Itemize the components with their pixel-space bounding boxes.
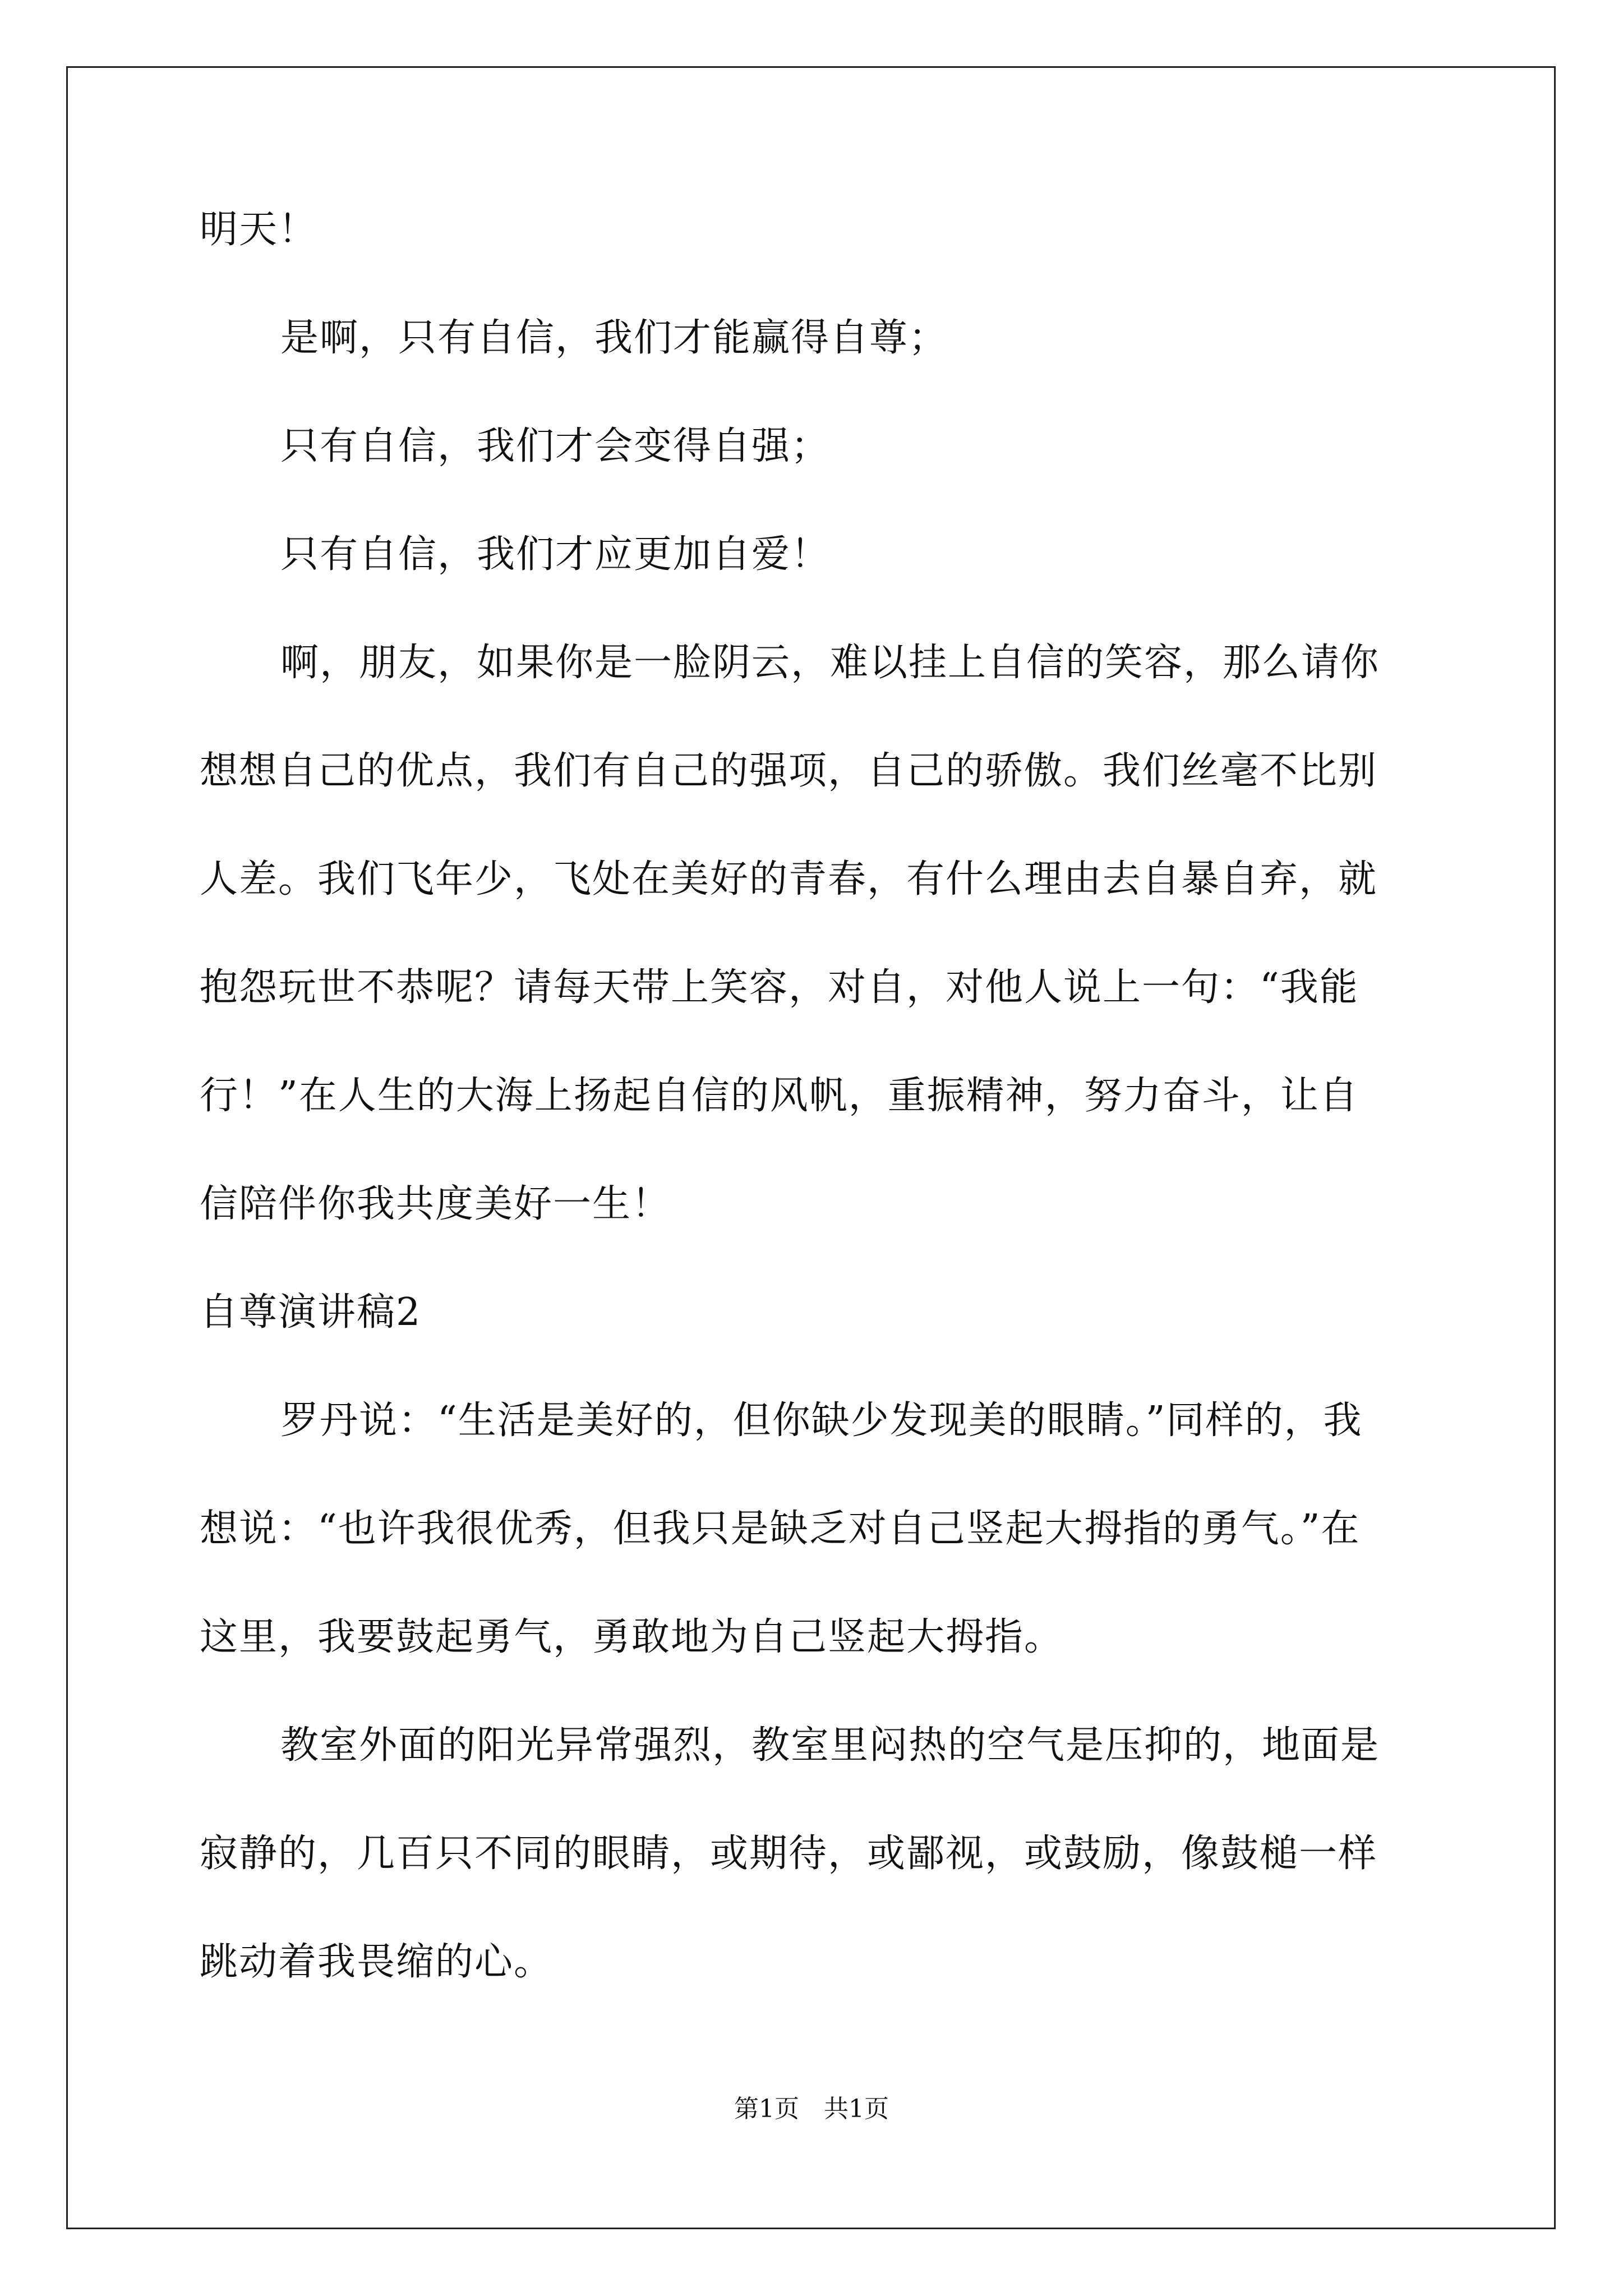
text-line: 只有自信，我们才应更加自爱！ [280, 532, 831, 577]
page-border [66, 66, 1556, 2229]
text-line: 寂静的，几百只不同的眼睛，或期待，或鄙视，或鼓励，像鼓槌一样 [200, 1832, 1378, 1876]
text-line: 人差。我们飞年少，飞处在美好的青春，有什么理由去自暴自弃，就 [200, 857, 1378, 901]
text-line: 跳动着我畏缩的心。 [200, 1940, 554, 1984]
text-line: 教室外面的阳光异常强烈，教室里闷热的空气是压抑的，地面是 [280, 1723, 1380, 1768]
text-line: 只有自信，我们才会变得自强； [280, 424, 831, 468]
text-line: 想说：“也许我很优秀，但我只是缺乏对自己竖起大拇指的勇气。”在 [200, 1507, 1361, 1551]
text-line: 这里，我要鼓起勇气，勇敢地为自己竖起大拇指。 [200, 1615, 1064, 1659]
text-line: 啊，朋友，如果你是一脸阴云，难以挂上自信的笑容，那么请你 [280, 641, 1380, 685]
text-line: 抱怨玩世不恭呢？请每天带上笑容，对自，对他人说上一句：“我能 [200, 965, 1359, 1010]
page-number-footer: 第1页 共1页 [734, 2095, 889, 2123]
section-title: 自尊演讲稿2 [200, 1290, 422, 1335]
text-line: 信陪伴你我共度美好一生！ [200, 1182, 671, 1226]
text-line: 行！”在人生的大海上扬起自信的风帆，重振精神，努力奋斗，让自 [200, 1074, 1359, 1118]
text-line: 罗丹说：“生活是美好的，但你缺少发现美的眼睛。”同样的，我 [280, 1398, 1363, 1443]
text-line: 是啊，只有自信，我们才能赢得自尊； [280, 316, 948, 360]
text-line: 明天！ [200, 208, 318, 252]
text-line: 想想自己的优点，我们有自己的强项，自己的骄傲。我们丝毫不比别 [200, 749, 1378, 793]
